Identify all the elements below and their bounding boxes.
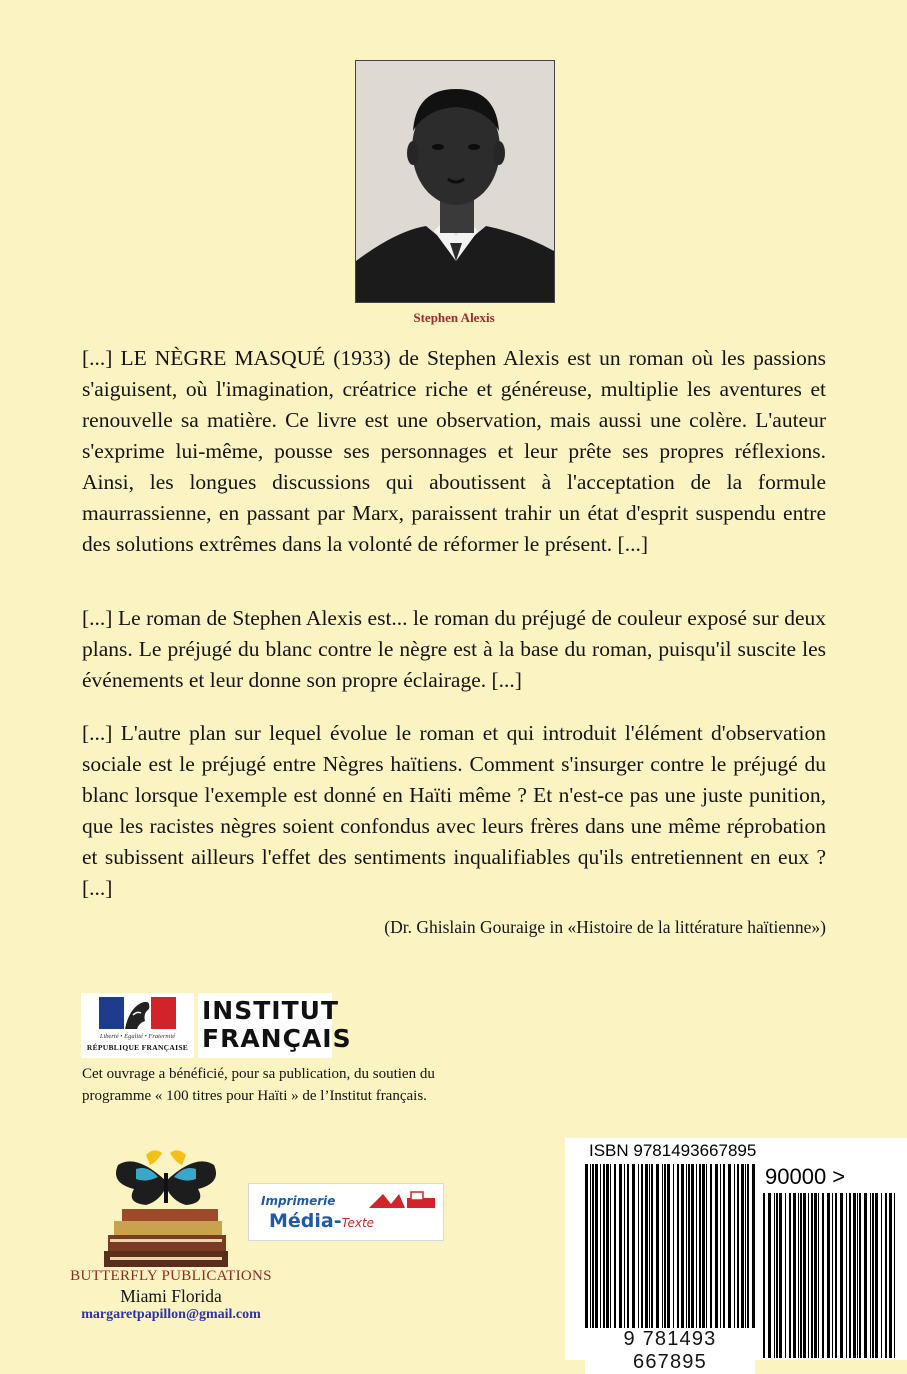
barcode-bar: [793, 1193, 796, 1358]
barcode-bar: [818, 1193, 819, 1358]
review-paragraph-1: [...] LE NÈGRE MASQUÉ (1933) de Stephen Alexis est un roman où les passions s'aiguisent, où l'imagination, créatrice riche et généreuse, multiplie les aventures et renouvelle sa matière. Ce livre est une observation, mais aussi une colère. L'auteur s'exprime lui-même, pousse ses personnages et leur prête ses propres réflexions. Ainsi, les longues discussions qui aboutissent à l'acceptation de la formule maurrassienne, en passant par Marx, paraissent trahir un état d'esprit suspendu entre des solutions extrêmes dans la volonté de réformer le présent. [...]: [82, 346, 826, 556]
imprimerie-media-label: Média-Texte: [269, 1210, 375, 1232]
marianne-icon: [81, 993, 194, 1033]
imprimerie-label: Imprimerie: [261, 1194, 336, 1208]
barcode-bar: [808, 1193, 809, 1358]
barcode-bar: [881, 1193, 882, 1358]
imprimerie-media-texte-logo: [248, 1183, 444, 1241]
review-paragraph-3: [...] L'autre plan sur lequel évolue le roman et qui introduit l'élément d'observation sociale est le préjugé entre Nègres haïtiens. Comment s'insurger contre le préjugé du blanc lorsque l'exemple est donné en Haïti même ? Et n'est-ce pas une juste punition, que les racistes nègres soient confondus avec leurs frères dans une même réprobation et subissent ailleurs l'effet des sentiments inqualifiables qu'ils entretiennent en eux ? [...]: [82, 721, 826, 900]
institut-line-2: FRANÇAIS: [202, 1024, 352, 1053]
institut-line-1: INSTITUT: [202, 996, 339, 1025]
barcode-bar: [789, 1193, 791, 1358]
barcode-addon-bars: [763, 1193, 897, 1358]
barcode-bar: [800, 1193, 802, 1358]
butterfly-books-icon: [96, 1143, 236, 1273]
barcode-bar: [763, 1193, 765, 1358]
republique-motto: Liberté • Égalité • Fraternité: [99, 1033, 176, 1040]
barcode-bar: [776, 1193, 778, 1358]
printer-mark-icon: [365, 1190, 437, 1212]
barcode-bar: [853, 1193, 856, 1358]
barcode-bar: [894, 1193, 895, 1358]
barcode-bar: [835, 1193, 837, 1358]
barcode-bar: [840, 1193, 843, 1358]
barcode-bar: [822, 1193, 824, 1358]
barcode-bar: [864, 1193, 867, 1358]
imprimerie-texte-label: Texte: [341, 1216, 375, 1230]
support-line-1: Cet ouvrage a bénéficié, pour sa publication, du soutien du: [82, 1066, 435, 1082]
barcode-digits: 9 781493 667895: [585, 1328, 755, 1374]
author-portrait: [355, 60, 555, 303]
barcode-bar: [846, 1193, 847, 1358]
barcode-bar: [785, 1193, 786, 1358]
price-code: 90000 >: [765, 1164, 846, 1189]
barcode-bar: [803, 1193, 806, 1358]
barcode-bar: [849, 1193, 851, 1358]
barcode-box: [565, 1138, 907, 1373]
review-paragraph-2: [...] Le roman de Stephen Alexis est... le roman du préjugé de couleur exposé sur deux plans. Le préjugé du blanc contre le nègre est à la base du roman, puisqu'il suscite les événements et leur donne son propre éclairage. [...]: [82, 606, 826, 692]
isbn-label: ISBN 9781493667895: [589, 1141, 757, 1160]
institut-francais-logo: [198, 993, 352, 1058]
support-statement: [82, 1063, 435, 1107]
barcode-bar: [832, 1193, 833, 1358]
barcode-bar: [885, 1193, 887, 1358]
barcode-bar: [859, 1193, 861, 1358]
barcode-bar: [798, 1193, 799, 1358]
republique-francaise-logo: [81, 993, 194, 1058]
republique-name: RÉPUBLIQUE FRANÇAISE: [86, 1043, 189, 1052]
barcode-bar: [779, 1193, 782, 1358]
barcode-bar: [811, 1193, 813, 1358]
barcode-bar: [889, 1193, 892, 1358]
barcode-bar: [870, 1193, 871, 1358]
portrait-caption: Stephen Alexis: [413, 310, 495, 325]
barcode-bar: [875, 1193, 878, 1358]
barcode-bar: [768, 1193, 771, 1358]
barcode-bar: [814, 1193, 817, 1358]
barcode-bar: [857, 1193, 858, 1358]
publisher-city: Miami Florida: [120, 1286, 222, 1306]
barcode-bar: [872, 1193, 874, 1358]
review-source: (Dr. Ghislain Gouraige in «Histoire de la littérature haïtienne»): [384, 917, 826, 937]
publisher-email[interactable]: margaretpapillon@gmail.com: [81, 1307, 261, 1322]
barcode-bar: [827, 1193, 830, 1358]
publisher-name: BUTTERFLY PUBLICATIONS: [70, 1268, 272, 1284]
barcode-bar: [774, 1193, 775, 1358]
support-line-2: programme « 100 titres pour Haïti » de l’Institut français.: [82, 1088, 427, 1104]
